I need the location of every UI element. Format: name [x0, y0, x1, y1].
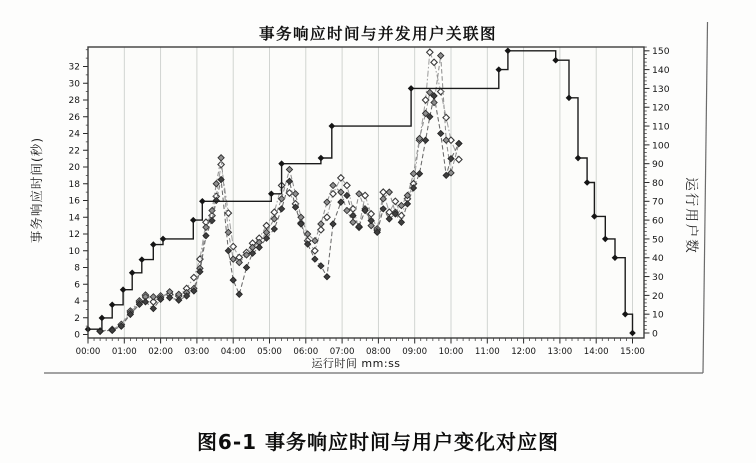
svg-text:16: 16 — [68, 196, 80, 207]
svg-text:110: 110 — [652, 121, 670, 133]
svg-text:40: 40 — [652, 253, 664, 265]
svg-text:18: 18 — [68, 179, 80, 190]
svg-text:30: 30 — [68, 79, 80, 90]
svg-text:12:00: 12:00 — [511, 347, 536, 357]
svg-text:32: 32 — [68, 62, 80, 73]
svg-text:09:00: 09:00 — [402, 347, 428, 357]
svg-text:00:00: 00:00 — [75, 347, 101, 357]
svg-text:30: 30 — [652, 271, 664, 283]
svg-text:11:00: 11:00 — [474, 347, 500, 357]
svg-text:05:00: 05:00 — [257, 347, 282, 357]
svg-text:01:00: 01:00 — [111, 347, 137, 357]
svg-text:100: 100 — [652, 140, 670, 152]
svg-text:13:00: 13:00 — [547, 347, 573, 357]
svg-text:130: 130 — [652, 83, 670, 95]
figure-caption: 图6-1 事务响应时间与用户变化对应图 — [196, 430, 560, 454]
svg-text:80: 80 — [652, 177, 664, 189]
svg-text:20: 20 — [652, 290, 664, 302]
svg-text:0: 0 — [652, 328, 658, 340]
svg-text:20: 20 — [68, 163, 80, 174]
svg-text:15:00: 15:00 — [620, 347, 645, 357]
svg-text:10: 10 — [652, 309, 664, 321]
svg-text:02:00: 02:00 — [148, 347, 173, 357]
y-axis-right-label: 运行用户数 — [683, 177, 699, 255]
svg-text:06:00: 06:00 — [293, 347, 319, 357]
svg-text:14: 14 — [68, 213, 80, 224]
figure-border-right — [703, 22, 708, 373]
svg-text:12: 12 — [68, 230, 80, 241]
svg-text:03:00: 03:00 — [184, 347, 210, 357]
svg-text:08:00: 08:00 — [366, 347, 391, 357]
svg-text:2: 2 — [74, 313, 80, 324]
svg-text:10:00: 10:00 — [438, 347, 464, 357]
svg-text:26: 26 — [68, 112, 80, 123]
chart-title: 事务响应时间与并发用户关联图 — [258, 25, 497, 43]
svg-text:50: 50 — [652, 234, 664, 246]
svg-text:140: 140 — [652, 65, 670, 77]
svg-text:6: 6 — [74, 280, 80, 291]
svg-text:150: 150 — [652, 46, 670, 58]
svg-text:10: 10 — [68, 246, 80, 257]
svg-text:8: 8 — [74, 263, 80, 274]
svg-text:70: 70 — [652, 196, 664, 208]
svg-text:60: 60 — [652, 215, 664, 227]
svg-text:04:00: 04:00 — [220, 347, 246, 357]
svg-text:28: 28 — [68, 96, 80, 107]
svg-text:24: 24 — [68, 129, 80, 140]
svg-text:22: 22 — [68, 146, 80, 157]
svg-text:0: 0 — [74, 330, 80, 341]
svg-text:90: 90 — [652, 159, 664, 171]
svg-text:14:00: 14:00 — [583, 347, 609, 357]
svg-text:4: 4 — [74, 297, 80, 308]
svg-text:07:00: 07:00 — [329, 347, 355, 357]
svg-text:120: 120 — [652, 102, 670, 114]
x-axis-label: 运行时间 mm:ss — [311, 357, 401, 370]
y-axis-left-label: 事务响应时间(秒) — [29, 136, 44, 244]
